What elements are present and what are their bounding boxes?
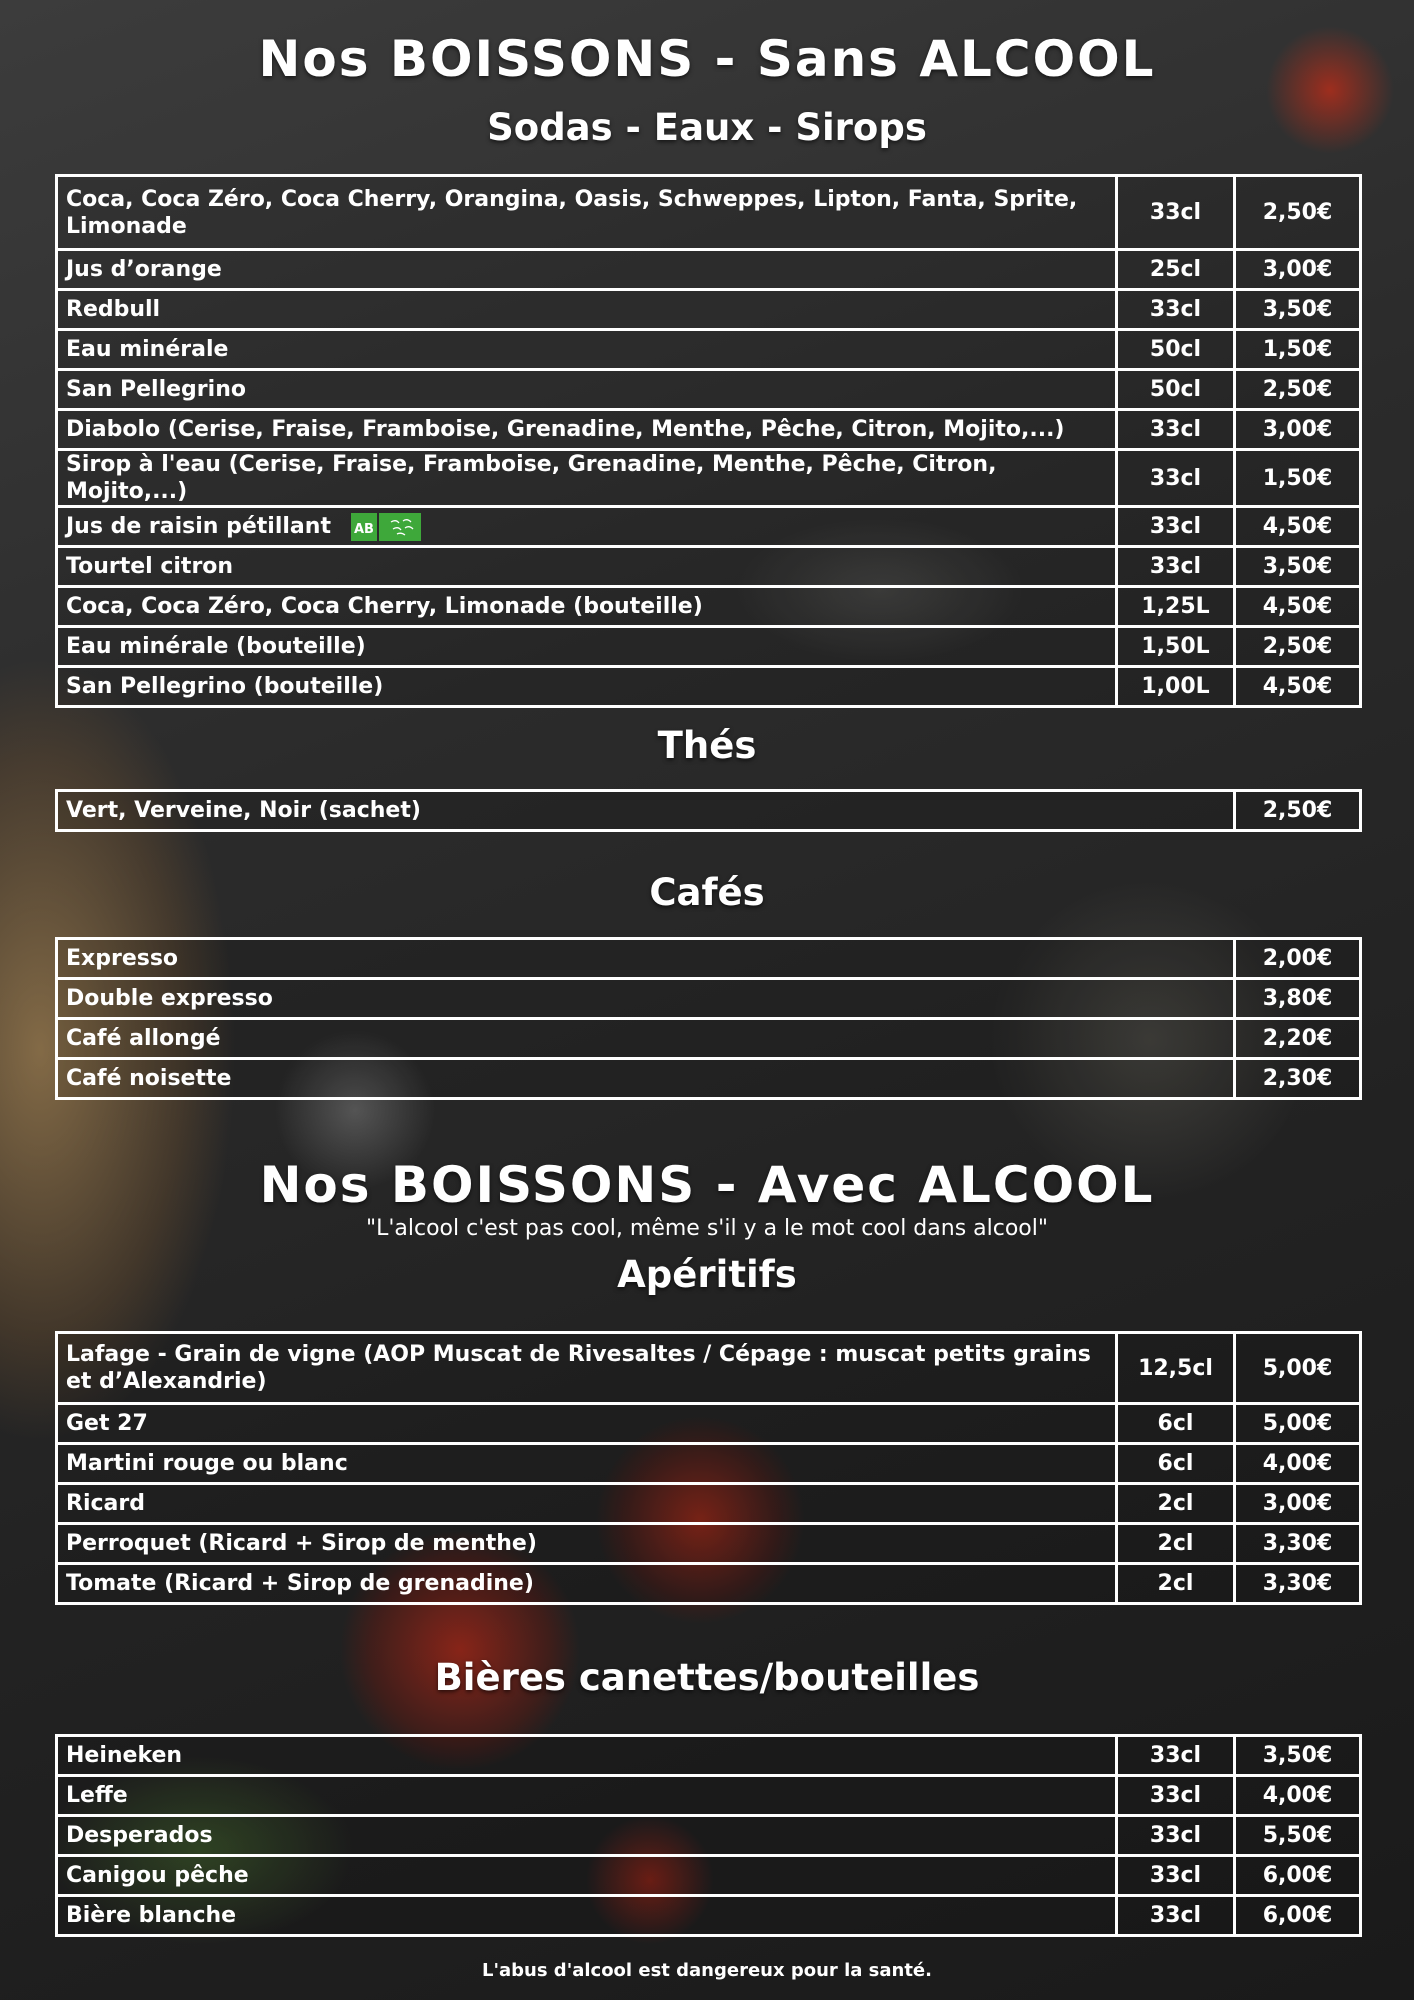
item-price: 2,50€ <box>1235 176 1361 250</box>
item-volume: 33cl <box>1117 1896 1235 1936</box>
item-price: 6,00€ <box>1235 1896 1361 1936</box>
title-sans-alcool: Nos BOISSONS - Sans ALCOOL <box>258 30 1156 88</box>
table-row <box>57 1524 1361 1564</box>
item-name: Double expresso <box>57 979 1235 1019</box>
table-row <box>57 410 1361 450</box>
table-row <box>57 1776 1361 1816</box>
aperitifs-table <box>55 1331 1362 1605</box>
item-volume: 25cl <box>1117 250 1235 290</box>
cafes-table <box>55 937 1362 1100</box>
table-row <box>57 507 1361 547</box>
table-row <box>57 176 1361 250</box>
item-volume: 1,00L <box>1117 667 1235 707</box>
item-price: 3,00€ <box>1235 250 1361 290</box>
item-volume: 33cl <box>1117 410 1235 450</box>
item-name: Café noisette <box>57 1059 1235 1099</box>
item-price: 3,00€ <box>1235 1484 1361 1524</box>
item-name: Diabolo (Cerise, Fraise, Framboise, Grenadine, Menthe, Pêche, Citron, Mojito,...) <box>57 410 1117 450</box>
item-volume: 33cl <box>1117 1776 1235 1816</box>
table-row <box>57 1896 1361 1936</box>
bieres-table <box>55 1734 1362 1937</box>
item-volume: 50cl <box>1117 370 1235 410</box>
sodas-table <box>55 174 1362 708</box>
item-price: 6,00€ <box>1235 1856 1361 1896</box>
item-price: 3,50€ <box>1235 1736 1361 1776</box>
item-volume: 33cl <box>1117 547 1235 587</box>
item-name: Vert, Verveine, Noir (sachet) <box>57 791 1235 831</box>
item-name: Coca, Coca Zéro, Coca Cherry, Limonade (bouteille) <box>57 587 1117 627</box>
table-row <box>57 667 1361 707</box>
item-price: 3,00€ <box>1235 410 1361 450</box>
item-price: 2,00€ <box>1235 939 1361 979</box>
table-row <box>57 1856 1361 1896</box>
table-row <box>57 370 1361 410</box>
item-name: San Pellegrino (bouteille) <box>57 667 1117 707</box>
table-row <box>57 1059 1361 1099</box>
table-row <box>57 1484 1361 1524</box>
item-name: Ricard <box>57 1484 1117 1524</box>
section-title-cafes: Cafés <box>649 871 765 914</box>
item-name: Leffe <box>57 1776 1117 1816</box>
item-name: Coca, Coca Zéro, Coca Cherry, Orangina, Oasis, Schweppes, Lipton, Fanta, Sprite, Limonade <box>57 176 1117 250</box>
section-title-thes: Thés <box>657 724 757 767</box>
table-row <box>57 250 1361 290</box>
item-price: 1,50€ <box>1235 450 1361 507</box>
item-volume: 2cl <box>1117 1524 1235 1564</box>
item-volume: 12,5cl <box>1117 1333 1235 1404</box>
item-volume: 33cl <box>1117 1736 1235 1776</box>
organic-bio-logo-icon <box>351 513 421 541</box>
item-name-with-bio <box>57 507 1117 547</box>
item-name: Jus d’orange <box>57 250 1117 290</box>
item-volume: 33cl <box>1117 450 1235 507</box>
item-name: Eau minérale (bouteille) <box>57 627 1117 667</box>
table-row <box>57 1444 1361 1484</box>
item-volume: 1,25L <box>1117 587 1235 627</box>
item-name: Redbull <box>57 290 1117 330</box>
item-price: 4,00€ <box>1235 1444 1361 1484</box>
item-name: Perroquet (Ricard + Sirop de menthe) <box>57 1524 1117 1564</box>
section-title-bieres: Bières canettes/bouteilles <box>434 1656 980 1699</box>
item-price: 2,50€ <box>1235 627 1361 667</box>
table-row <box>57 1404 1361 1444</box>
item-volume: 50cl <box>1117 330 1235 370</box>
item-name: Expresso <box>57 939 1235 979</box>
item-price: 5,00€ <box>1235 1333 1361 1404</box>
item-price: 4,50€ <box>1235 587 1361 627</box>
item-name: Café allongé <box>57 1019 1235 1059</box>
item-price: 3,50€ <box>1235 547 1361 587</box>
table-row <box>57 1736 1361 1776</box>
thes-table <box>55 789 1362 832</box>
table-row <box>57 547 1361 587</box>
item-price: 4,00€ <box>1235 1776 1361 1816</box>
item-name: San Pellegrino <box>57 370 1117 410</box>
item-price: 4,50€ <box>1235 507 1361 547</box>
health-warning-footer: L'abus d'alcool est dangereux pour la santé. <box>482 1960 932 1981</box>
item-price: 5,00€ <box>1235 1404 1361 1444</box>
section-title-sodas: Sodas - Eaux - Sirops <box>487 106 927 149</box>
item-price: 2,50€ <box>1235 791 1361 831</box>
item-name: Tourtel citron <box>57 547 1117 587</box>
svg-text:AB: AB <box>353 521 374 537</box>
item-name: Lafage - Grain de vigne (AOP Muscat de Rivesaltes / Cépage : muscat petits grains et d’Alexandrie) <box>57 1333 1117 1404</box>
table-row <box>57 627 1361 667</box>
table-row <box>57 587 1361 627</box>
item-price: 1,50€ <box>1235 330 1361 370</box>
item-name: Jus de raisin pétillant <box>66 513 331 539</box>
table-row <box>57 939 1361 979</box>
item-name: Desperados <box>57 1816 1117 1856</box>
table-row <box>57 791 1361 831</box>
item-price: 5,50€ <box>1235 1816 1361 1856</box>
item-volume: 33cl <box>1117 1856 1235 1896</box>
title-avec-alcool: Nos BOISSONS - Avec ALCOOL <box>259 1156 1155 1214</box>
table-row <box>57 450 1361 507</box>
table-row <box>57 1564 1361 1604</box>
item-volume: 33cl <box>1117 507 1235 547</box>
table-row <box>57 330 1361 370</box>
item-volume: 6cl <box>1117 1444 1235 1484</box>
item-volume: 33cl <box>1117 1816 1235 1856</box>
table-row <box>57 979 1361 1019</box>
item-volume: 2cl <box>1117 1564 1235 1604</box>
item-name: Sirop à l'eau (Cerise, Fraise, Framboise, Grenadine, Menthe, Pêche, Citron, Mojito,...) <box>57 450 1117 507</box>
item-name: Get 27 <box>57 1404 1117 1444</box>
item-volume: 33cl <box>1117 290 1235 330</box>
item-price: 2,20€ <box>1235 1019 1361 1059</box>
item-name: Canigou pêche <box>57 1856 1117 1896</box>
item-price: 3,30€ <box>1235 1564 1361 1604</box>
item-price: 3,30€ <box>1235 1524 1361 1564</box>
item-price: 4,50€ <box>1235 667 1361 707</box>
item-name: Heineken <box>57 1736 1117 1776</box>
alcohol-quote: "L'alcool c'est pas cool, même s'il y a le mot cool dans alcool" <box>365 1216 1048 1241</box>
item-price: 2,50€ <box>1235 370 1361 410</box>
item-volume: 6cl <box>1117 1404 1235 1444</box>
item-price: 3,50€ <box>1235 290 1361 330</box>
table-row <box>57 1816 1361 1856</box>
table-row <box>57 290 1361 330</box>
item-name: Martini rouge ou blanc <box>57 1444 1117 1484</box>
section-title-aperitifs: Apéritifs <box>617 1253 797 1296</box>
table-row <box>57 1333 1361 1404</box>
item-name: Tomate (Ricard + Sirop de grenadine) <box>57 1564 1117 1604</box>
item-price: 3,80€ <box>1235 979 1361 1019</box>
item-volume: 2cl <box>1117 1484 1235 1524</box>
table-row <box>57 1019 1361 1059</box>
item-name: Eau minérale <box>57 330 1117 370</box>
item-price: 2,30€ <box>1235 1059 1361 1099</box>
item-volume: 1,50L <box>1117 627 1235 667</box>
item-name: Bière blanche <box>57 1896 1117 1936</box>
item-volume: 33cl <box>1117 176 1235 250</box>
